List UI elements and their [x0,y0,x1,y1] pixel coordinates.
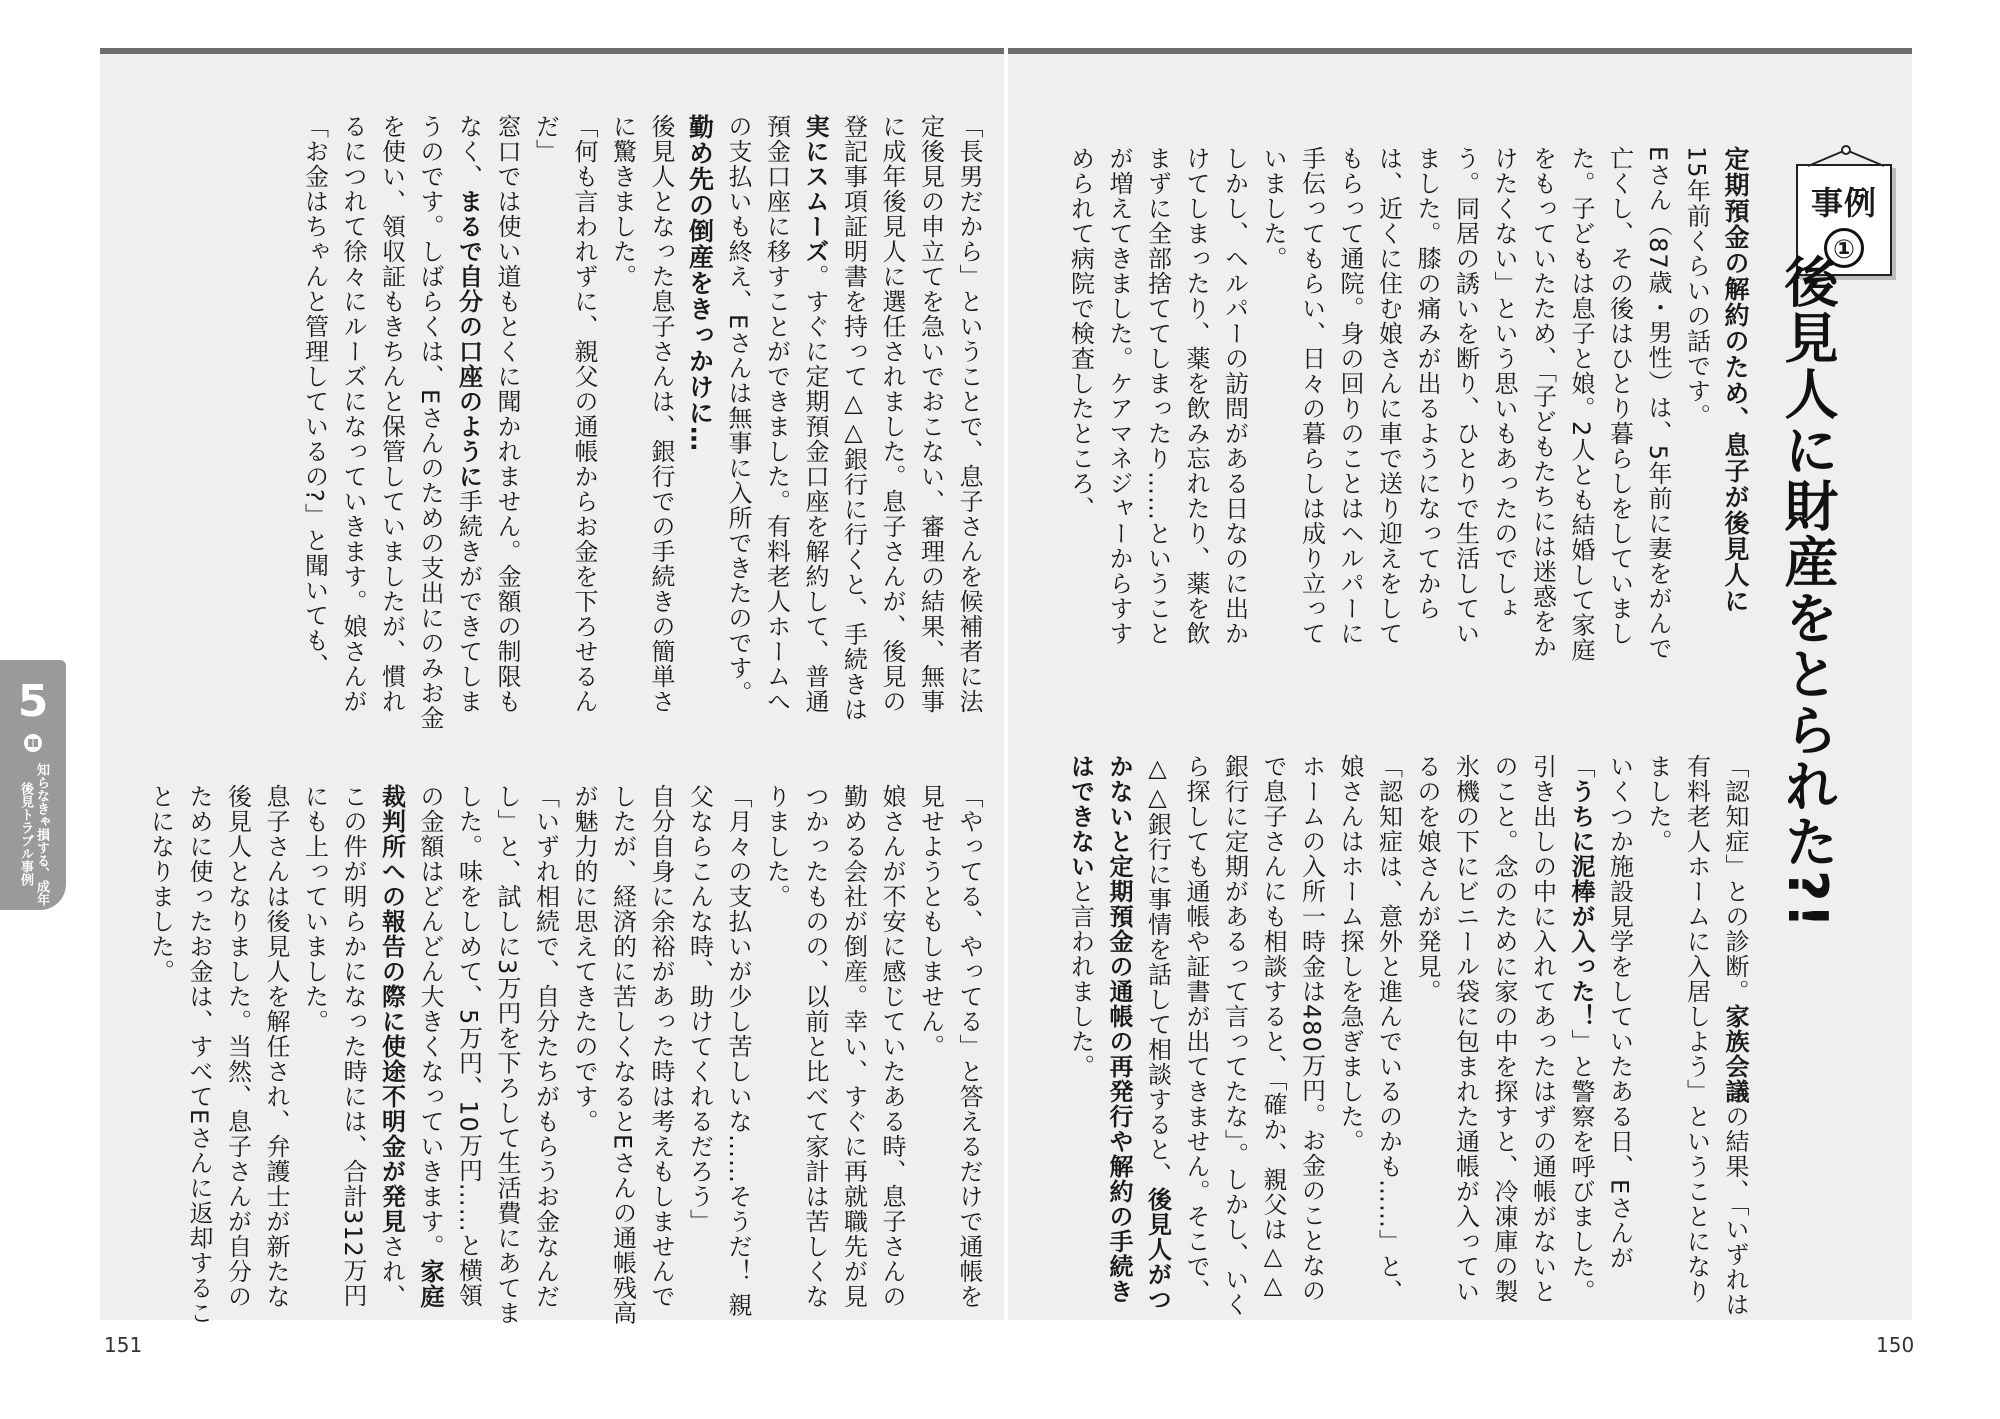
pin-icon [1798,144,1894,166]
text-span: ホームの入所一時金は480万円。お金のことなので息子さんにも相談すると、「確か、親父は△△銀行に定期があるって言ってたな」。しかし、いくら探しても通帳や証書が出てきません。そこで、△△銀行に事情を話して相談すると、 [1143,754,1326,1317]
text-span: 窓口では使い道もとくに聞かれません。金額の制限もなく、 [454,114,521,714]
case-number: ① [1824,228,1864,268]
text-span: 手続きができてしまうのです。しばらくは、Eさんのための支出にのみお金を使い、領収証もきちんと保管していましたが、慣れるにつれて徐々にルーズになっていきます。娘さんが「お金はちゃんと管理しているの?」と聞いても、 [300,114,483,731]
text-span: され、この件が明らかになった時には、合計312万円にも上っていました。 [300,784,406,1309]
text-span: 。すぐに定期預金口座を解約して、普通預金口座に移すことができました。有料老人ホームへの支払いも終え、Eさんは無事に入所できたのです。 [724,114,829,714]
chapter-number: 5 [17,676,49,727]
book-icon [23,733,43,753]
page-number-left: 151 [104,1333,143,1357]
left-lower-column [128,784,988,1329]
case-label: 事例 [1810,184,1877,222]
left-page [100,48,1004,1326]
paragraph: Eさん（87歳・男性）は、5年前に妻をがんで亡くし、その後はひとり暮らしをしていました。子どもは息子と娘。2人とも結婚して家庭をもっていたため、「子どもたちには迷惑をかけたくない」という思いもあったのでしょう。同居の誘いを断り、ひとりで生活していました。膝の痛みが出るようになってからは、近くに住む娘さんに車で送り迎えをしてもらって通院。身の回りのことはヘルパーに手伝ってもらい、日々の暮らしは成り立っていました。 [1259,146,1672,663]
bold-text: 実にスムーズ [801,114,829,264]
page-number-right: 150 [1876,1333,1915,1357]
paragraph [1639,754,1755,1319]
bold-text: 後見人がつかないと定期預金の通帳の再発行や解約の手続きはできない [1066,754,1172,1312]
text-span: と言われました。 [1066,879,1095,1079]
chapter-tab [0,660,66,910]
text-span: いくつか施設見学をしていたある日、Eさんが「 [1567,754,1634,1271]
right-page [1008,48,1912,1320]
right-upper-column [1066,146,1754,666]
paragraph: 「何も言われずに、親父の通帳からお金を下ろせるんだ」 [531,114,598,714]
right-lower-column [1066,754,1754,1319]
paragraph: しかし、ヘルパーの訪問がある日なのに出かけてしまったり、薬を飲み忘れたり、薬を飲まずに全部捨ててしまったり……ということが増えてきました。ケアマネジャーからすすめられて病院で検査したところ、 [1066,146,1249,646]
paragraph: 「やってる、やってる」と答えるだけで通帳を見せようともしません。 [916,784,983,1309]
paragraph: 「認知症は、意外と進んでいるのかも……」と、娘さんはホーム探しを急ぎました。 [1336,754,1403,1304]
paragraph [1061,754,1331,1319]
text-span: 「いずれ相続で、自分たちがもらうお金なんだし」と、試しに3万円を下ろして生活費にあてました。味をしめて、5万円、10万円……と横領の金額はどんどん大きくなっていきます。 [416,784,560,1326]
left-upper-column [128,114,988,734]
paragraph: 「月々の支払いが少し苦しいな……そうだ！ 親父ならこんな時、助けてくれるだろう」 [685,784,752,1318]
paragraph: 15年前くらいの話です。 [1682,146,1711,429]
article-title: 後見人に財産をとられた?! [1776,254,1839,930]
section-heading: 勤め先の倒産をきっかけに… [685,114,715,452]
paragraph [719,114,989,734]
bold-text: まるで自分の口座のように [454,189,483,489]
paragraph: 自分自身に余裕があった時は考えもしませんでしたが、経済的に苦しくなるとEさんの通帳残高が魅力的に思えてきたのです。 [570,784,675,1326]
paragraph [295,784,565,1329]
text-span: の結果、「いずれは有料老人ホームに入居しよう」ということになりました。 [1644,754,1749,1317]
paragraph: 娘さんが不安に感じていたある時、息子さんの勤める会社が倒産。幸い、すぐに再就職先が見つかったものの、以前と比べて家計は苦しくなりました。 [762,784,906,1309]
bold-text: 家庭裁判所への報告の際に使途不明金が発見 [377,784,444,1309]
paragraph: 後見人となった息子さんは、銀行での手続きの簡単さに驚きました。 [608,114,675,714]
paragraph: 息子さんは後見人を解任され、弁護士が新たな後見人となりました。当然、息子さんが自分のために使ったお金は、すべてEさんに返却することになりました。 [146,784,290,1326]
bold-text: 家族会議 [1721,1004,1749,1104]
text-span: 「認知症」との診断。 [1721,754,1749,1004]
text-span: 「長男だから」ということで、息子さんを候補者に法定後見の申立てを急いでおこない、審理の結果、無事に成年後見人に選任されました。息子さんが、後見の登記事項証明書を持って△△銀行に行くと、手続きは [839,114,983,722]
section-heading: 定期預金の解約のため、息子が後見人に [1721,146,1750,614]
paragraph [1408,754,1639,1319]
bold-text: うちに泥棒が入った！ [1567,779,1595,1029]
paragraph [295,114,526,734]
text-span: 」と警察を呼びました。引き出しの中に入れてあったはずの通帳がないとのこと。念のために家の中を探すと、冷凍庫の製氷機の下にビニール袋に包まれた通帳が入っているのを娘さんが発見。 [1413,754,1595,1304]
chapter-title: 知らなきゃ損する、成年後見トラブル事例 [18,762,49,906]
